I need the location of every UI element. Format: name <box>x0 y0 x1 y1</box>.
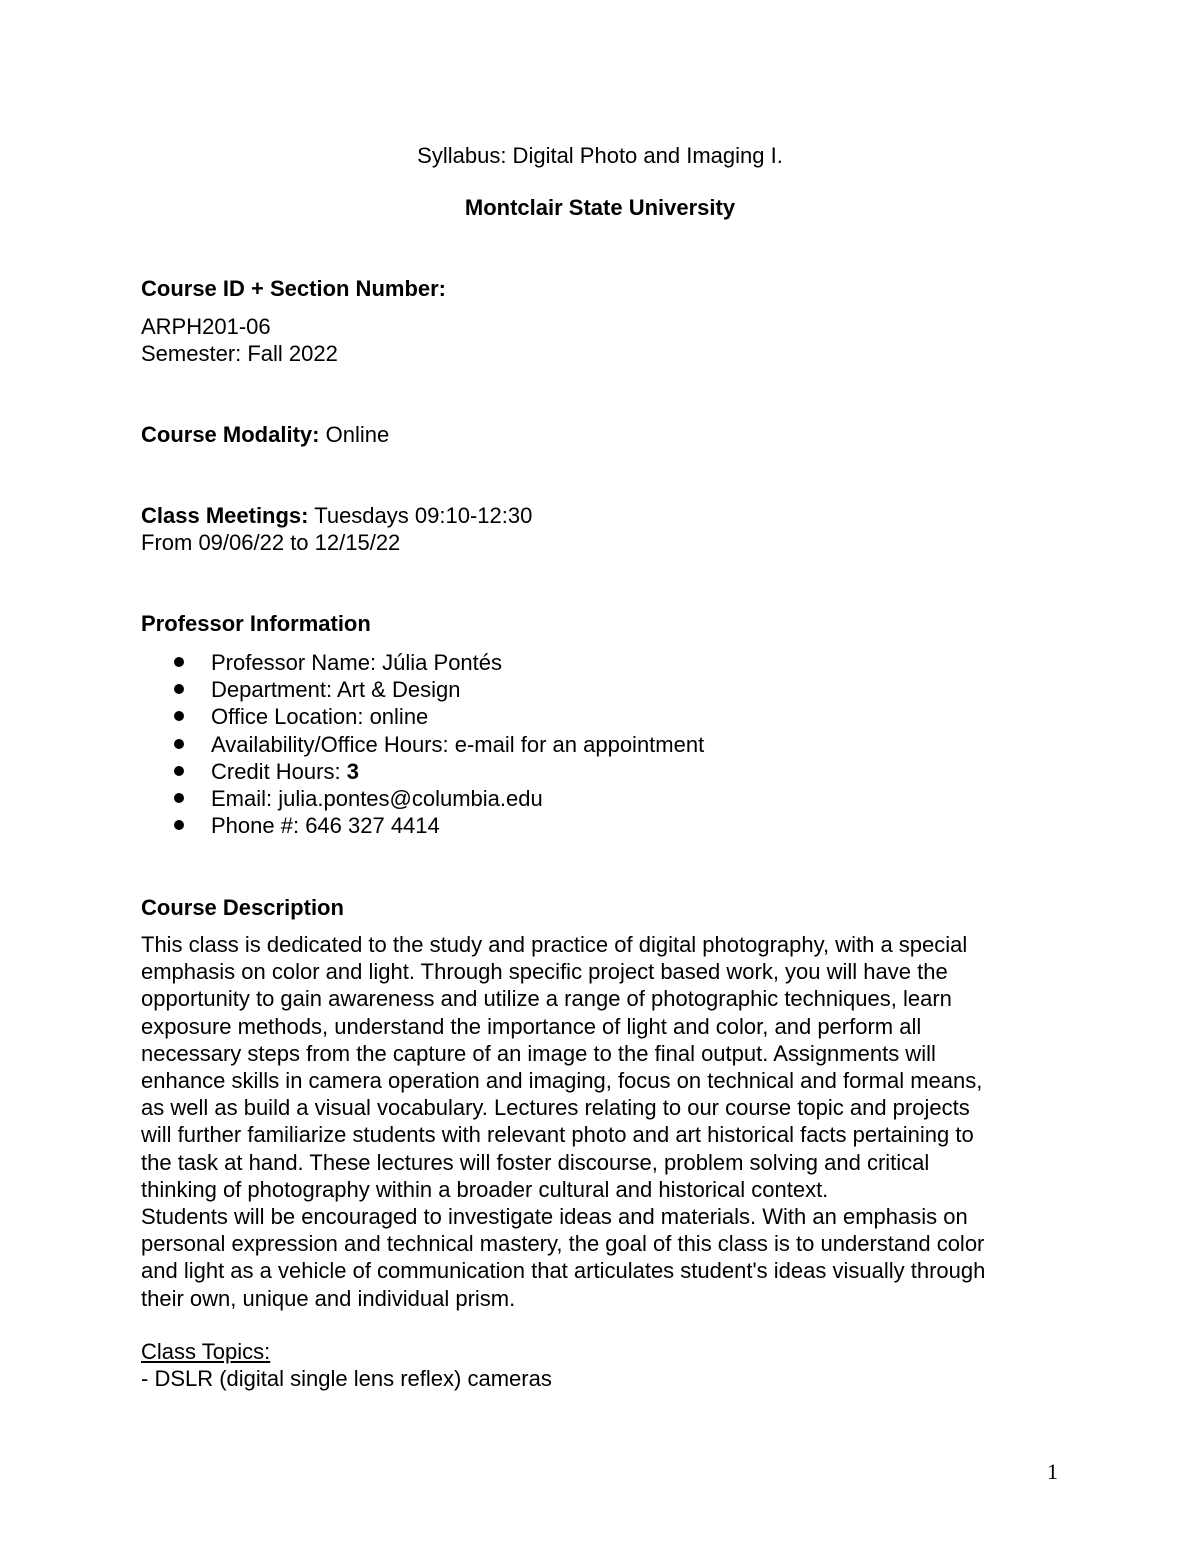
class-meetings-range: From 09/06/22 to 12/15/22 <box>141 530 401 555</box>
description-line: emphasis on color and light. Through specific project based work, you will have the <box>141 959 948 985</box>
bullet-icon <box>174 657 184 667</box>
description-line: the task at hand. These lectures will foster discourse, problem solving and critical <box>141 1149 930 1175</box>
description-line: opportunity to gain awareness and utilize a range of photographic techniques, learn <box>141 986 952 1012</box>
credit-hours-value: 3 <box>346 758 359 784</box>
bullet-icon <box>174 820 184 830</box>
description-line: personal expression and technical mastery, the goal of this class is to understand color <box>141 1231 985 1257</box>
class-topics-item: - DSLR (digital single lens reflex) cameras <box>141 1366 552 1391</box>
description-line: enhance skills in camera operation and imaging, focus on technical and formal means, <box>141 1068 983 1094</box>
list-item: Office Location: online <box>141 703 704 730</box>
class-topics-heading: Class Topics: <box>141 1339 271 1364</box>
list-item: Department: Art & Design <box>141 676 704 703</box>
description-line: necessary steps from the capture of an image to the final output. Assignments will <box>141 1040 936 1066</box>
course-modality-label: Course Modality: <box>141 422 320 447</box>
page-number: 1 <box>1047 1459 1058 1484</box>
list-item: Professor Name: Júlia Pontés <box>141 649 704 676</box>
bullet-icon <box>174 766 184 776</box>
description-line: Students will be encouraged to investigate ideas and materials. With an emphasis on <box>141 1204 968 1230</box>
description-line: exposure methods, understand the importance of light and color, and perform all <box>141 1013 922 1039</box>
course-id-value: ARPH201-06 <box>141 314 271 339</box>
description-line: and light as a vehicle of communication that articulates student's ideas visually through <box>141 1258 986 1284</box>
bullet-icon <box>174 711 184 721</box>
description-line: as well as build a visual vocabulary. Lectures relating to our course topic and projects <box>141 1095 970 1121</box>
list-item: Credit Hours: 3 <box>141 758 704 785</box>
professor-info-list <box>141 649 704 839</box>
bullet-icon <box>174 739 184 749</box>
course-id-heading: Course ID + Section Number: <box>141 276 447 301</box>
description-line: their own, unique and individual prism. <box>141 1285 516 1311</box>
class-meetings <box>141 503 532 529</box>
course-description-heading: Course Description <box>141 895 344 920</box>
university-name: Montclair State University <box>464 195 736 220</box>
list-item: Availability/Office Hours: e-mail for an appointment <box>141 731 704 758</box>
course-modality <box>141 422 389 448</box>
bullet-icon <box>174 793 184 803</box>
document-title: Syllabus: Digital Photo and Imaging I. <box>417 143 783 168</box>
semester-value: Semester: Fall 2022 <box>141 341 338 366</box>
description-line: This class is dedicated to the study and practice of digital photography, with a special <box>141 932 968 957</box>
class-meetings-label: Class Meetings: <box>141 503 309 528</box>
list-item: Phone #: 646 327 4414 <box>141 812 704 839</box>
professor-info-heading: Professor Information <box>141 611 371 636</box>
bullet-icon <box>174 684 184 694</box>
list-item: Email: julia.pontes@columbia.edu <box>141 785 704 812</box>
course-description-body <box>141 931 1061 1312</box>
description-line: will further familiarize students with relevant photo and art historical facts pertaining to <box>141 1122 974 1148</box>
course-modality-value: Online <box>325 422 390 447</box>
description-line: thinking of photography within a broader cultural and historical context. <box>141 1176 829 1202</box>
class-meetings-value: Tuesdays 09:10-12:30 <box>314 503 533 528</box>
